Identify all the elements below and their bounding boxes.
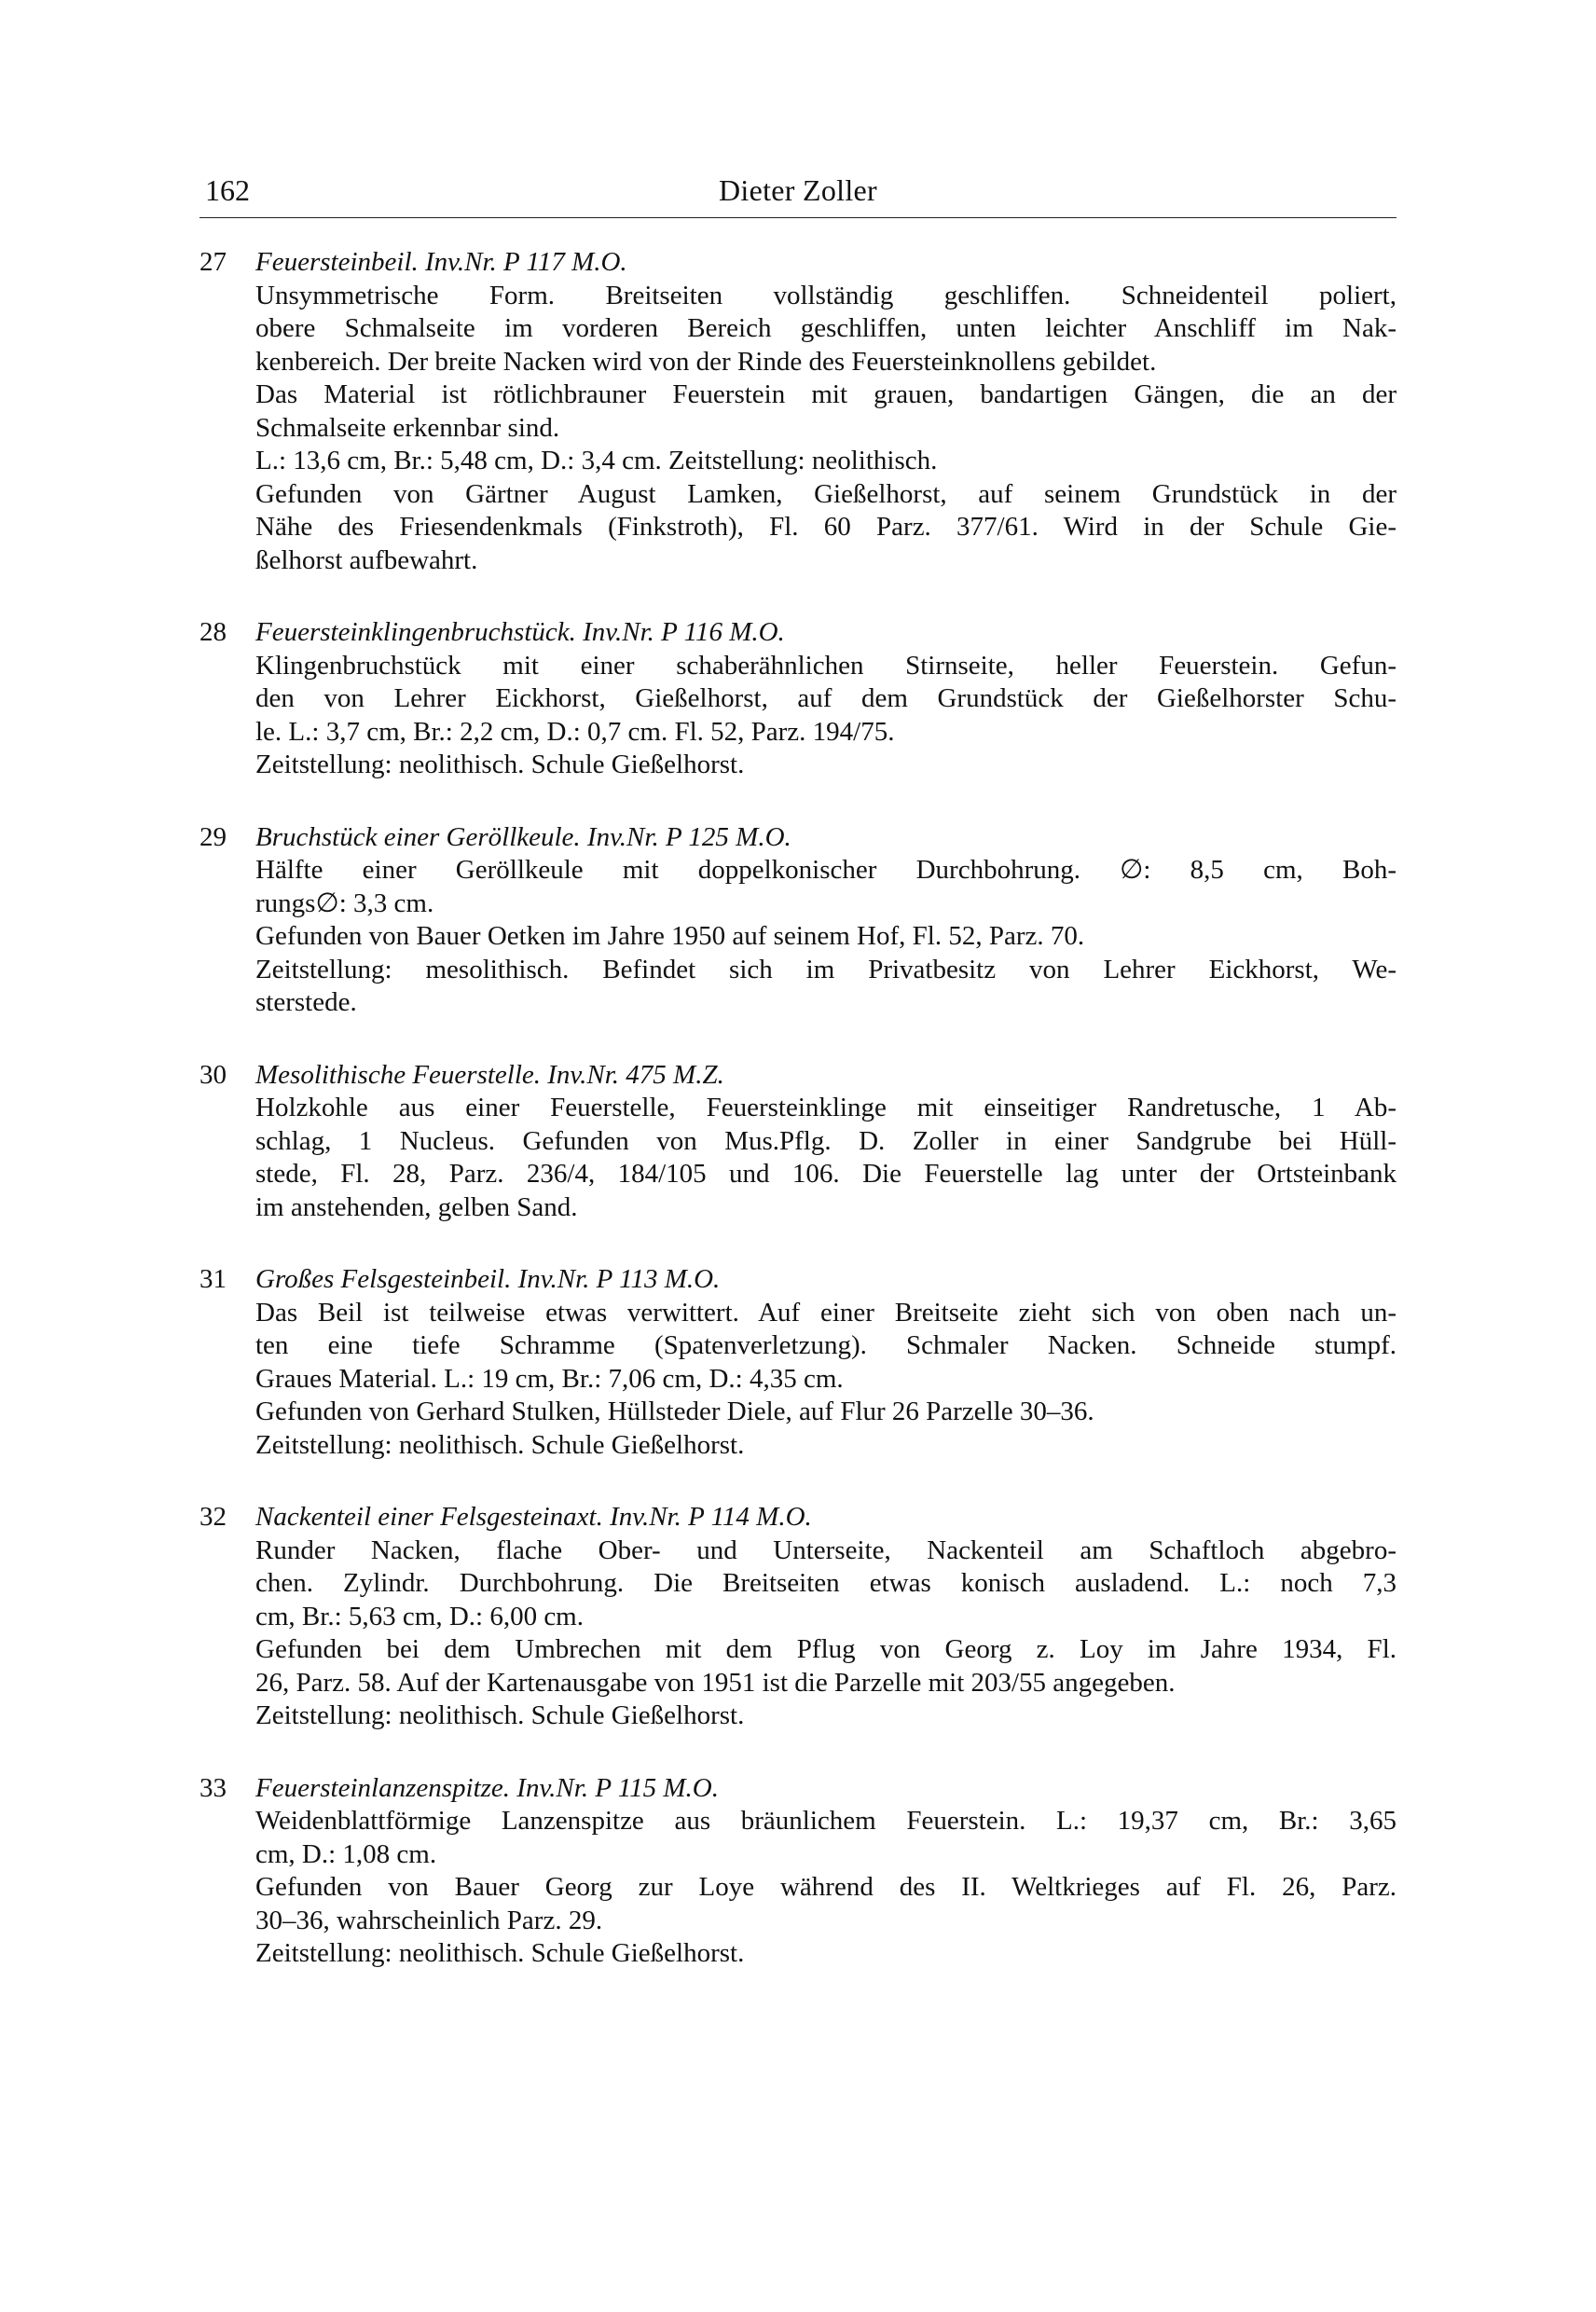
header-rule — [200, 217, 1396, 218]
catalog-entry — [200, 1263, 1396, 1462]
entry-text-line: Das Beil ist teilweise etwas verwittert. Auf einer Breitseite zieht sich von oben nach un- — [255, 1297, 1396, 1328]
entry-text-line: Zeitstellung: mesolithisch. Befindet sich im Privatbesitz von Lehrer Eickhorst, We- — [255, 954, 1396, 984]
entry-body — [255, 246, 1396, 577]
catalog-entry — [200, 616, 1396, 782]
catalog-entry — [200, 246, 1396, 577]
entry-text-line: stede, Fl. 28, Parz. 236/4, 184/105 und 106. Die Feuerstelle lag unter der Ortsteinbank — [255, 1159, 1396, 1189]
entry-text-line: obere Schmalseite im vorderen Bereich geschliffen, unten leichter Anschliff im Nak- — [255, 313, 1396, 343]
entry-text-line: Nähe des Friesendenkmals (Finkstroth), Fl. 60 Parz. 377/61. Wird in der Schule Gie- — [255, 512, 1396, 542]
entry-text-line: L.: 13,6 cm, Br.: 5,48 cm, D.: 3,4 cm. Zeitstellung: neolithisch. — [255, 446, 938, 475]
page-header — [200, 166, 1396, 218]
entry-title: Mesolithische Feuerstelle. Inv.Nr. 475 M.Z. — [255, 1059, 724, 1090]
entry-text-line: le. L.: 3,7 cm, Br.: 2,2 cm, D.: 0,7 cm. Fl. 52, Parz. 194/75. — [255, 716, 895, 747]
entry-text-line: Zeitstellung: neolithisch. Schule Gießelhorst. — [255, 1938, 745, 1968]
entry-text-line: Klingenbruchstück mit einer schaberähnlichen Stirnseite, heller Feuerstein. Gefun- — [255, 650, 1396, 681]
entry-number: 32 — [200, 1502, 227, 1532]
entry-text-line: den von Lehrer Eickhorst, Gießelhorst, auf dem Grundstück der Gießelhorster Schu- — [255, 683, 1396, 713]
catalog-entry — [200, 821, 1396, 1020]
entry-text-line: Hälfte einer Geröllkeule mit doppelkonischer Durchbohrung. ∅: 8,5 cm, Boh- — [255, 855, 1396, 885]
entry-title: Nackenteil einer Felsgesteinaxt. Inv.Nr. P 114 M.O. — [255, 1502, 812, 1532]
entry-text-line: Schmalseite erkennbar sind. — [255, 412, 560, 443]
catalog-entry — [200, 1059, 1396, 1225]
entry-title: Großes Felsgesteinbeil. Inv.Nr. P 113 M.O. — [255, 1264, 721, 1294]
entry-body — [255, 1772, 1396, 1971]
entry-text-line: Unsymmetrische Form. Breitseiten vollständig geschliffen. Schneidenteil poliert, — [255, 280, 1396, 310]
catalog-entry — [200, 1772, 1396, 1971]
entry-title: Feuersteinbeil. Inv.Nr. P 117 M.O. — [255, 247, 627, 277]
entry-text-line: Zeitstellung: neolithisch. Schule Gießelhorst. — [255, 1700, 745, 1730]
entry-text-line: Holzkohle aus einer Feuerstelle, Feuersteinklinge mit einseitiger Randretusche, 1 Ab- — [255, 1093, 1396, 1122]
entry-body — [255, 821, 1396, 1020]
entry-text-line: cm, D.: 1,08 cm. — [255, 1838, 437, 1869]
entry-text-line: schlag, 1 Nucleus. Gefunden von Mus.Pflg. D. Zoller in einer Sandgrube bei Hüll- — [255, 1125, 1396, 1156]
page-number: 162 — [205, 173, 250, 207]
entry-text-line: im anstehenden, gelben Sand. — [255, 1191, 578, 1222]
entry-title: Feuersteinklingenbruchstück. Inv.Nr. P 116 M.O. — [255, 617, 785, 647]
entry-body — [255, 1059, 1396, 1225]
entry-text-line: Runder Nacken, flache Ober- und Unterseite, Nackenteil am Schaftloch abgebro- — [255, 1534, 1396, 1565]
entry-body — [255, 1501, 1396, 1733]
entry-body — [255, 1263, 1396, 1462]
running-head: Dieter Zoller — [718, 173, 878, 207]
entry-text-line: Gefunden von Bauer Georg zur Loye während des II. Weltkrieges auf Fl. 26, Parz. — [255, 1872, 1396, 1902]
entry-number: 33 — [200, 1772, 227, 1803]
catalog-entry — [200, 1501, 1396, 1733]
entry-text-line: 30–36, wahrscheinlich Parz. 29. — [255, 1905, 603, 1935]
entry-text-line: chen. Zylindr. Durchbohrung. Die Breitseiten etwas konisch ausladend. L.: noch 7,3 — [255, 1568, 1396, 1598]
entry-text-line: Gefunden von Bauer Oetken im Jahre 1950 auf seinem Hof, Fl. 52, Parz. 70. — [255, 921, 1085, 951]
entry-number: 30 — [200, 1059, 227, 1090]
entry-text-line: Gefunden von Gerhard Stulken, Hüllsteder Diele, auf Flur 26 Parzelle 30–36. — [255, 1397, 1094, 1426]
entry-text-line: rungs∅: 3,3 cm. — [255, 888, 434, 918]
entry-text-line: Gefunden bei dem Umbrechen mit dem Pflug von Georg z. Loy im Jahre 1934, Fl. — [255, 1634, 1396, 1664]
entry-text-line: ten eine tiefe Schramme (Spatenverletzung). Schmaler Nacken. Schneide stumpf. — [255, 1330, 1396, 1360]
entry-title: Bruchstück einer Geröllkeule. Inv.Nr. P 125 M.O. — [255, 821, 791, 852]
entry-text-line: 26, Parz. 58. Auf der Kartenausgabe von 1951 ist die Parzelle mit 203/55 angegeben. — [255, 1667, 1176, 1698]
entry-number: 28 — [200, 617, 227, 647]
entry-text-line: ßelhorst aufbewahrt. — [255, 544, 478, 575]
entry-text-line: Graues Material. L.: 19 cm, Br.: 7,06 cm, D.: 4,35 cm. — [255, 1363, 844, 1394]
entry-text-line: Gefunden von Gärtner August Lamken, Gießelhorst, auf seinem Grundstück in der — [255, 478, 1396, 509]
entry-text-line: Das Material ist rötlichbrauner Feuerstein mit grauen, bandartigen Gängen, die an der — [255, 379, 1396, 409]
entry-text-line: Zeitstellung: neolithisch. Schule Gießelhorst. — [255, 1429, 745, 1460]
entry-number: 29 — [200, 821, 227, 852]
entry-text-line: sterstede. — [255, 987, 357, 1017]
entry-body — [255, 616, 1396, 782]
catalog-entries — [200, 246, 1396, 2010]
entry-number: 31 — [200, 1264, 227, 1294]
entry-title: Feuersteinlanzenspitze. Inv.Nr. P 115 M.O. — [255, 1772, 719, 1803]
entry-text-line: Zeitstellung: neolithisch. Schule Gießelhorst. — [255, 750, 745, 779]
entry-text-line: cm, Br.: 5,63 cm, D.: 6,00 cm. — [255, 1601, 584, 1631]
entry-text-line: Weidenblattförmige Lanzenspitze aus bräunlichem Feuerstein. L.: 19,37 cm, Br.: 3,65 — [255, 1806, 1396, 1836]
entry-number: 27 — [200, 247, 227, 277]
entry-text-line: kenbereich. Der breite Nacken wird von der Rinde des Feuersteinknollens gebildet. — [255, 346, 1157, 377]
